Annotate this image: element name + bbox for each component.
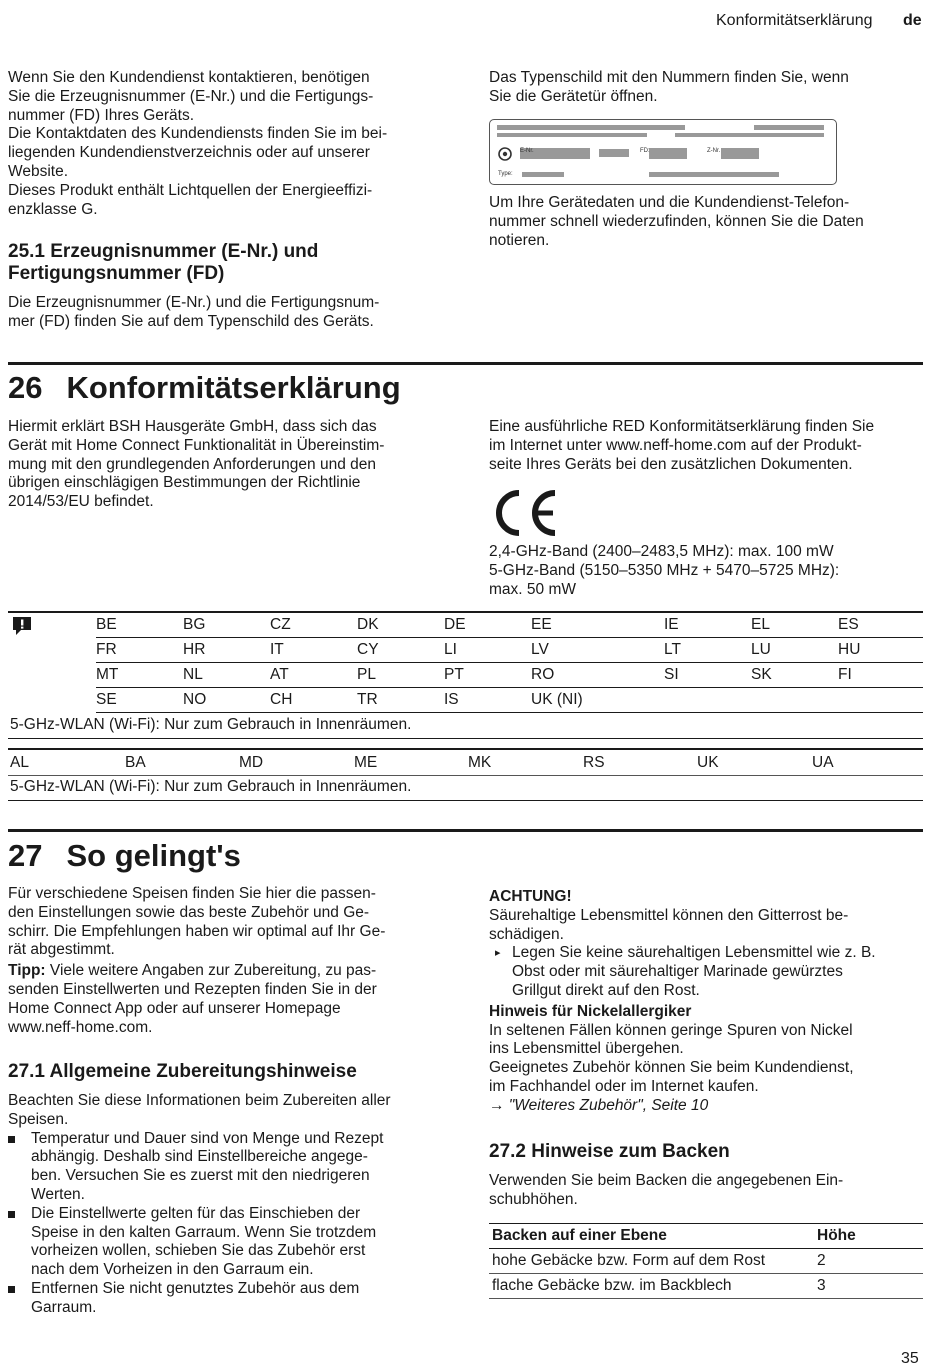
country-code: IE — [664, 616, 679, 633]
plate-type-label: Type: — [498, 171, 513, 177]
text-line: Wenn Sie den Kundendienst kontaktieren, benötigen — [8, 69, 370, 86]
text-line: Speise in den kalten Garraum. Wenn Sie trotzdem — [31, 1223, 377, 1241]
section-25-1-body — [8, 294, 379, 332]
country-row-other — [8, 751, 923, 776]
wlan-note-row — [8, 714, 923, 739]
section-27-1-heading — [8, 1061, 357, 1083]
text-line: Um Ihre Gerätedaten und die Kundendienst-Telefon- — [489, 194, 850, 211]
text-line: Werten. — [31, 1185, 85, 1203]
country-code: TR — [357, 691, 378, 708]
country-code: CZ — [270, 616, 291, 633]
table-cell: 2 — [814, 1249, 923, 1274]
text-line: schubhöhen. — [489, 1190, 578, 1208]
section-number: 27 — [8, 838, 43, 873]
section-27-intro — [8, 885, 385, 1037]
country-code: SE — [96, 691, 117, 708]
text-line: Grillgut direkt auf den Rost. — [512, 981, 700, 999]
text-line: schädigen. — [489, 925, 564, 943]
rating-plate-illustration — [489, 119, 837, 185]
text-line: Säurehaltige Lebensmittel können den Gitterrost be- — [489, 906, 849, 924]
text-line: Sie die Erzeugnisnummer (E-Nr.) und die Fertigungs- — [8, 87, 374, 105]
bullet-icon — [8, 1286, 15, 1293]
text-line: im Internet unter www.neff-home.com auf der Produkt- — [489, 436, 862, 454]
country-row — [96, 613, 923, 638]
ce-mark-icon — [489, 489, 561, 537]
text-line: schirr. Die Empfehlungen haben wir optimal auf Ihr Ge- — [8, 922, 386, 940]
text-line: abhängig. Deshalb sind Einstellbereiche angege- — [31, 1148, 368, 1166]
country-code: RO — [531, 666, 555, 683]
text-line: Legen Sie keine säurehaltigen Lebensmittel wie z. B. — [512, 944, 876, 962]
warning-title: ACHTUNG! — [489, 888, 572, 905]
service-intro-text — [8, 69, 387, 219]
list-item — [8, 1130, 391, 1205]
country-code: DE — [444, 616, 466, 633]
triangle-bullet-icon: ▸ — [495, 947, 501, 960]
country-code: HU — [838, 641, 861, 658]
note-device-data-text — [489, 194, 864, 250]
country-code: MD — [239, 754, 264, 771]
country-code: SI — [664, 666, 679, 683]
text-line: Für verschiedene Speisen finden Sie hier die passen- — [8, 885, 376, 902]
text-line: Das Typenschild mit den Nummern finden Sie, wenn — [489, 69, 849, 86]
country-code: NL — [183, 666, 203, 683]
table-row — [489, 1274, 923, 1299]
section-27-2-heading — [489, 1141, 730, 1163]
text-line: max. 50 mW — [489, 580, 576, 598]
country-code: AL — [10, 754, 29, 771]
section-title: Konformitätserklärung — [66, 370, 401, 405]
section-27-2-body — [489, 1172, 843, 1210]
text-line: Die Einstellwerte gelten für das Einschieben der — [31, 1204, 361, 1222]
text-line: enzklasse G. — [8, 200, 98, 218]
country-code: ES — [838, 616, 859, 633]
text-line: seite Ihres Geräts bei den zusätzlichen Dokumenten. — [489, 455, 853, 473]
country-code: UK — [697, 754, 719, 771]
tip-label: Tipp: — [8, 962, 46, 980]
list-item — [8, 1280, 391, 1318]
language-code: de — [903, 12, 922, 29]
plate-fd-label: FD: — [640, 148, 650, 154]
country-code: BE — [96, 616, 117, 633]
text-line: mer (FD) finden Sie auf dem Typenschild des Geräts. — [8, 312, 374, 330]
wlan-note: 5-GHz-WLAN (Wi-Fi): Nur zum Gebrauch in Innenräumen. — [10, 778, 412, 795]
plate-znr-label: Z-Nr. — [707, 148, 721, 154]
country-code: LV — [531, 641, 549, 658]
country-code: CY — [357, 641, 379, 658]
section-26-rule — [8, 362, 923, 365]
text-line: mung mit den grundlegenden Anforderungen und den — [8, 455, 376, 473]
country-code: IT — [270, 641, 284, 658]
text-line: nummer schnell wiederzufinden, können Sie die Daten — [489, 212, 864, 230]
text-line: senden Einstellwerten und Rezepten finden Sie in der — [8, 980, 377, 998]
rating-plate-text — [489, 69, 849, 107]
column-header: Höhe — [814, 1224, 923, 1249]
section-number: 26 — [8, 370, 43, 405]
section-26-heading — [8, 370, 401, 406]
text-line: Sie die Gerätetür öffnen. — [489, 87, 658, 105]
country-row — [96, 663, 923, 688]
text-line: Verwenden Sie beim Backen die angegebenen Ein- — [489, 1172, 844, 1189]
text-line: Website. — [8, 162, 69, 180]
country-code: UA — [812, 754, 834, 771]
country-code: PL — [357, 666, 376, 683]
text-line: Garraum. — [31, 1298, 97, 1316]
country-code: NO — [183, 691, 207, 708]
text-line: nach dem Vorheizen in den Garraum ein. — [31, 1261, 314, 1279]
section-27-rule — [8, 829, 923, 832]
running-header-title: Konformitätserklärung — [716, 12, 873, 29]
country-code: LT — [664, 641, 681, 658]
text-line: Eine ausführliche RED Konformitätserklärung finden Sie — [489, 418, 875, 435]
country-code: BG — [183, 616, 206, 633]
country-code: LI — [444, 641, 457, 658]
heading-line: Fertigungsnummer (FD) — [8, 263, 225, 284]
country-table-2-top-rule — [8, 748, 923, 750]
country-code: DK — [357, 616, 379, 633]
nickel-title: Hinweis für Nickelallergiker — [489, 1002, 692, 1020]
conformity-declaration-text — [8, 418, 384, 512]
rating-plate-graphic — [489, 119, 837, 185]
country-code: FI — [838, 666, 852, 683]
bullet-icon — [8, 1211, 15, 1218]
heading-line: 27.1 Allgemeine Zubereitungshinweise — [8, 1061, 357, 1082]
list-item — [8, 1205, 391, 1280]
restriction-note-icon — [10, 615, 34, 637]
text-line: 2,4-GHz-Band (2400–2483,5 MHz): max. 100 mW — [489, 543, 834, 560]
text-line: Hiermit erklärt BSH Hausgeräte GmbH, dass sich das — [8, 418, 377, 435]
text-line: notieren. — [489, 231, 550, 249]
country-code: MK — [468, 754, 492, 771]
text-line: In seltenen Fällen können geringe Spuren von Nickel — [489, 1021, 853, 1039]
bullet-icon — [8, 1136, 15, 1143]
country-code: PT — [444, 666, 464, 683]
section-27-heading — [8, 838, 241, 874]
warning-step — [489, 944, 876, 1000]
country-code: EE — [531, 616, 552, 633]
cross-reference-link[interactable]: → "Weiteres Zubehör", Seite 10 — [489, 1096, 709, 1114]
text-line: 2014/53/EU befindet. — [8, 493, 154, 511]
baking-table — [489, 1223, 923, 1299]
text-line: Die Kontaktdaten des Kundendiensts finden Sie im bei- — [8, 125, 388, 143]
text-line: nummer (FD) Ihres Geräts. — [8, 106, 195, 124]
text-line: www.neff-home.com. — [8, 1018, 153, 1036]
tip-text: Viele weitere Angaben zur Zubereitung, zu pas- — [45, 962, 377, 980]
warning-block — [489, 888, 876, 1116]
plate-enr-label: E-Nr. — [520, 148, 534, 154]
country-code: RS — [583, 754, 605, 771]
country-code: SK — [751, 666, 772, 683]
text-line: Die Erzeugnisnummer (E-Nr.) und die Fertigungsnum- — [8, 294, 380, 311]
section-25-1-heading — [8, 241, 318, 285]
table-cell: hohe Gebäcke bzw. Form auf dem Rost — [489, 1249, 814, 1274]
country-code: IS — [444, 691, 459, 708]
wlan-note-row-2 — [8, 776, 923, 801]
text-line: liegenden Kundendienstverzeichnis oder auf unserer — [8, 144, 370, 162]
country-code: CH — [270, 691, 293, 708]
country-row — [96, 638, 923, 663]
country-code: BA — [125, 754, 146, 771]
wlan-note: 5-GHz-WLAN (Wi-Fi): Nur zum Gebrauch in Innenräumen. — [10, 716, 412, 733]
text-line: Beachten Sie diese Informationen beim Zubereiten aller — [8, 1092, 391, 1109]
column-header: Backen auf einer Ebene — [489, 1224, 814, 1249]
frequency-band-text — [489, 543, 839, 599]
text-line: Entfernen Sie nicht genutztes Zubehör aus dem — [31, 1279, 360, 1297]
country-code: EL — [751, 616, 770, 633]
table-header-row — [489, 1224, 923, 1249]
page-number: 35 — [901, 1350, 919, 1367]
text-line: im Fachhandel oder im Internet kaufen. — [489, 1077, 759, 1095]
country-row — [96, 688, 923, 713]
country-code: ME — [354, 754, 378, 771]
heading-line: 27.2 Hinweise zum Backen — [489, 1141, 730, 1162]
text-line: Geeignetes Zubehör können Sie beim Kundendienst, — [489, 1059, 854, 1077]
table-cell: 3 — [814, 1274, 923, 1299]
country-code: LU — [751, 641, 771, 658]
heading-line: 25.1 Erzeugnisnummer (E-Nr.) und — [8, 241, 319, 262]
text-line: Temperatur und Dauer sind von Menge und Rezept — [31, 1129, 384, 1147]
text-line: Dieses Produkt enthält Lichtquellen der Energieeffizi- — [8, 181, 373, 199]
country-code: FR — [96, 641, 117, 658]
red-declaration-text — [489, 418, 874, 474]
section-title: So gelingt's — [66, 838, 241, 873]
country-code: AT — [270, 666, 289, 683]
text-line: ben. Versuchen Sie es zuerst mit den niedrigeren — [31, 1167, 370, 1185]
section-27-1-body — [8, 1092, 391, 1318]
tip-line — [8, 962, 385, 981]
text-line: vorheizen wollen, schieben Sie das Zubehör erst — [31, 1242, 366, 1260]
text-line: rät abgestimmt. — [8, 941, 115, 959]
table-row — [489, 1249, 923, 1274]
text-line: Gerät mit Home Connect Funktionalität in Übereinstim- — [8, 436, 385, 454]
text-line: Obst oder mit säurehaltiger Marinade gewürztes — [512, 963, 843, 981]
country-code: MT — [96, 666, 119, 683]
text-line: ins Lebensmittel übergehen. — [489, 1040, 684, 1058]
text-line: 5-GHz-Band (5150–5350 MHz + 5470–5725 MHz): — [489, 561, 840, 579]
country-code: HR — [183, 641, 206, 658]
country-code: UK (NI) — [531, 691, 583, 708]
text-line: Speisen. — [8, 1110, 69, 1128]
text-line: Home Connect App oder auf unserer Homepage — [8, 999, 341, 1017]
text-line: übrigen einschlägigen Bestimmungen der Richtlinie — [8, 474, 361, 492]
table-cell: flache Gebäcke bzw. im Backblech — [489, 1274, 814, 1299]
text-line: den Einstellungen sowie das beste Zubehör und Ge- — [8, 903, 370, 921]
